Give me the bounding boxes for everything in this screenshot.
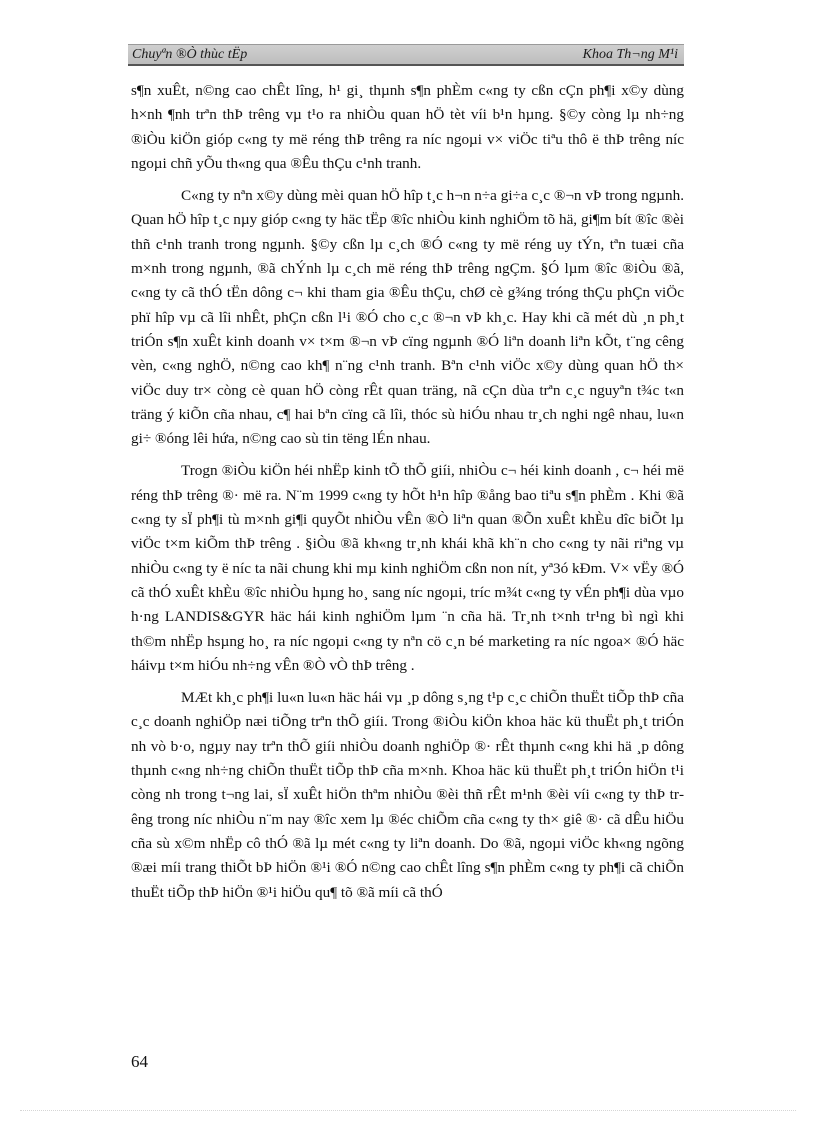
bottom-divider [20,1110,796,1111]
header-right-title: Khoa Th¬ng M¹i [582,46,678,62]
page-number: 64 [131,1052,148,1071]
running-header [128,44,684,66]
body-text [131,79,684,913]
header-left-title: Chuyªn ®Ò thùc tËp [132,46,248,62]
paragraph: MÆt kh¸c ph¶i lu«n lu«n häc hái vµ ¸p dông s¸ng t¹p c¸c chiÕn thuËt tiÕp thÞ cña c¸c doanh nghiÖp næi tiÕng trªn thÕ giíi. Trong ®iÒu kiÖn khoa häc kü thuËt ph¸t triÓn nh vò b·o, ngµy nay trªn thÕ giíi nhiÒu doanh nghiÖp ®· rÊt thµnh c«ng khi hä ¸p dông thµnh c«ng nh÷ng chiÕn thuËt tiÕp thÞ cña m×nh. Khoa häc kü thuËt ph¸t triÓn hiÖn t¹i còng nh trong t¬ng lai, sÏ xuÊt hiÖn thªm nhiÒu ®èi thñ rÊt m¹nh ®èi víi c«ng ty thÞ trêng trong níc nhiÒu n¨m nay ®îc xem lµ ®éc chiÕm cña c«ng ty th× giê ®· cã dÊu hiÖu cña sù x©m nhËp cô thÓ ®ã lµ mét c«ng ty liªn doanh. Do ®ã, ngoµi viÖc kh«ng ngõng ®æi míi trang thiÕt bÞ hiÖn ®¹i ®Ó n©ng cao chÊt lîng s¶n phÈm c«ng ty ph¶i cã chiÕn thuËt tiÕp thÞ hiÖn ®¹i hiÖu qu¶ tõ ®ã míi cã thÓ [131,689,684,901]
paragraph: Trogn ®iÒu kiÖn héi nhËp kinh tÕ thÕ giíi, nhiÒu c¬ héi kinh doanh , c¬ héi më réng thÞ trêng ®· më ra. N¨m 1999 c«ng ty hÕt h¹n hîp ®ång bao tiªu s¶n phÈm . Khi ®ã c«ng ty sÏ ph¶i tù m×nh gi¶i quyÕt nhiÒu vÊn ®Ò liªn quan ®Õn xuÊt khÈu dîc biÕt lµ viÖc t×m kiÕm thÞ trêng . §iÒu ®ã kh«ng tr¸nh khái khã kh¨n cho c«ng ty nãi riªng vµ nhiÒu c«ng ty ë níc ta nãi chung khi mµ kinh nghiÖm cßn non nít, yª3ó kÐm. V× vËy ®Ó cã thÓ xuÊt khÈu ®îc nhiÒu hµng ho¸ sang níc ngoµi, tríc m¾t c«ng ty vÉn ph¶i dùa vµo h·ng LANDIS&GYR häc hái kinh nghiÖm lµm ¨n cña hä. Tr¸nh t×nh tr¹ng bì ngì khi th©m nhËp hsµng ho¸ ra níc ngoµi c«ng ty nªn cö c¸n bé marketing ra níc ngoa× ®Ó häc háivµ t×m hiÓu nh÷ng vÊn ®Ò vÒ thÞ trêng . [131,462,684,674]
paragraph: C«ng ty nªn x©y dùng mèi quan hÖ hîp t¸c h¬n n÷a gi÷a c¸c ®¬n vÞ trong ngµnh. Quan hÖ hîp t¸c nµy gióp c«ng ty häc tËp ®îc nhiÒu kinh nghiÖm tõ hä, gi¶m bít ®îc ®èi thñ c¹nh tranh trong ngµnh. §©y cßn lµ c¸ch ®Ó c«ng ty më réng uy tÝn, tªn tuæi cña m×nh trong ngµnh, ®ã chÝnh lµ c¸ch më réng thÞ trêng ngÇm. §Ó lµm ®îc ®iÒu ®ã, c«ng ty cã thÓ tËn dông c¬ khi tham gia ®Êu thÇu, chØ cè g¾ng tróng thÇu phÇn viÖc phï hîp vµ cã lîi nhÊt, phÇn cßn l¹i ®Ó cho c¸c ®¬n vÞ kh¸c. Hay khi cã mét dù ¸n ph¸t triÓn s¶n xuÊt kinh doanh v× t×m ®¬n vÞ cïng ngµnh ®Ó liªn doanh liªn kÕt, t¨ng cêng vèn, c«ng nghÖ, n©ng cao kh¶ n¨ng c¹nh tranh. Bªn c¹nh viÖc x©y dùng quan hÖ th× viÖc duy tr× còng cè quan hÖ còng rÊt quan träng, nã cÇn dùa trªn c¸c nguyªn t¾c t«n träng ý kiÕn cña nhau, c¶ hai bªn cïng cã lîi, thóc sù hiÓu nhau tr¸ch nghi ngê nhau, lu«n gi÷ ®óng lêi hứa, n©ng cao sù tin tëng lÉn nhau. [131,187,684,448]
paragraph: s¶n xuÊt, n©ng cao chÊt lîng, h¹ gi¸ thµnh s¶n phÈm c«ng ty cßn cÇn ph¶i x©y dùng h×nh ¶nh trªn thÞ trêng vµ t¹o ra nhiÒu quan hÖ tèt víi b¹n hµng. §©y còng lµ nh÷ng ®iÒu kiÖn gióp c«ng ty më réng thÞ trêng ra níc ngoµi v× viÖc tiªu thô ë thÞ trêng níc ngoµi chñ yÕu th«ng qua ®Êu thÇu c¹nh tranh. [131,82,684,172]
